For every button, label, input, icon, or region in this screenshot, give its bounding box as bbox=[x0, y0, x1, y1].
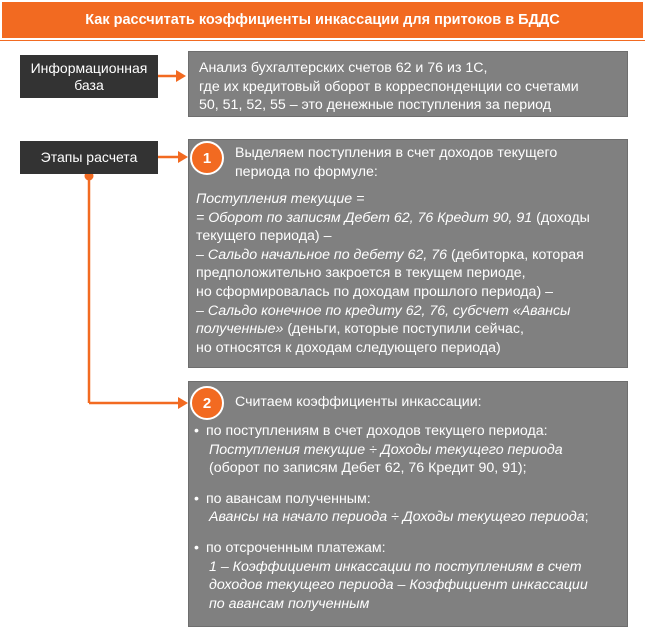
list-item bbox=[194, 422, 624, 478]
item1-formula: Поступления текущие ÷ Доходы текущего периода bbox=[209, 441, 563, 458]
arrow-head-info bbox=[176, 70, 186, 82]
step1-formula bbox=[196, 190, 621, 357]
formula-line-5: предположительно закроется в текущем периоде, bbox=[196, 265, 526, 282]
item3-label: по отсроченным платежам: bbox=[206, 539, 386, 556]
formula-line-6: но сформировалась по доходам прошлого периода) – bbox=[196, 283, 554, 300]
step2-heading: Считаем коэффициенты инкассации: bbox=[235, 394, 482, 410]
item2-formula: Авансы на начало периода ÷ Доходы текущего периода bbox=[209, 509, 585, 526]
bullet: • bbox=[194, 423, 199, 439]
page-title: Как рассчитать коэффициенты инкассации для притоков в БДДС bbox=[0, 0, 645, 40]
formula-line-2-italic: = Оборот по записям Дебет 62, 76 Кредит 90, 91 bbox=[196, 209, 533, 226]
step1-number-badge: 1 bbox=[190, 141, 224, 175]
item1-note: (оборот по записям Дебет 62, 76 Кредит 90, 91); bbox=[209, 460, 527, 477]
list-item bbox=[194, 539, 624, 613]
step2-number-badge: 2 bbox=[190, 386, 224, 420]
info-base-label: Информационная база bbox=[20, 55, 158, 98]
list-item bbox=[194, 490, 624, 527]
item3-formula-2: доходов текущего периода – Коэффициент инкассации bbox=[209, 577, 588, 594]
arrow-head-stage2 bbox=[178, 397, 188, 409]
formula-line-8-note: (деньги, которые поступили сейчас, bbox=[283, 321, 524, 338]
bullet: • bbox=[194, 490, 199, 507]
arrow-head-stage1 bbox=[178, 151, 188, 163]
item2-label: по авансам полученным: bbox=[206, 490, 371, 507]
formula-line-8-italic: полученные» bbox=[196, 321, 284, 338]
formula-line-1: Поступления текущие = bbox=[196, 191, 365, 207]
stages-label: Этапы расчета bbox=[20, 141, 158, 174]
step1-heading: Выделяем поступления в счет доходов текущего периода по формуле: bbox=[235, 145, 558, 180]
formula-line-2-note: (доходы bbox=[532, 209, 590, 226]
formula-line-9: но относятся к доходам следующего периода) bbox=[196, 339, 501, 356]
info-line-3: 50, 51, 52, 55 – это денежные поступления за период bbox=[199, 97, 551, 114]
info-line-2: где их кредитовый оборот в корреспонденции со счетами bbox=[199, 78, 579, 95]
formula-line-3: текущего периода) – bbox=[196, 228, 332, 245]
formula-line-4-italic: – Сальдо начальное по дебету 62, 76 bbox=[196, 246, 447, 263]
formula-line-7: – Сальдо конечное по кредиту 62, 76, субсчет «Авансы bbox=[196, 302, 571, 319]
item2-tail: ; bbox=[584, 509, 589, 526]
bullet: • bbox=[194, 539, 199, 556]
formula-line-4-note: (дебиторка, которая bbox=[447, 246, 584, 263]
item3-formula-3: по авансам полученным bbox=[209, 595, 370, 612]
info-line-1: Анализ бухгалтерских счетов 62 и 76 из 1С, bbox=[199, 60, 488, 76]
info-base-box bbox=[188, 51, 628, 117]
step2-list bbox=[194, 422, 624, 625]
item1-label: по поступлениям в счет доходов текущего периода: bbox=[206, 423, 548, 439]
item3-formula-1: 1 – Коэффициент инкассации по поступлениям в счет bbox=[209, 558, 582, 575]
